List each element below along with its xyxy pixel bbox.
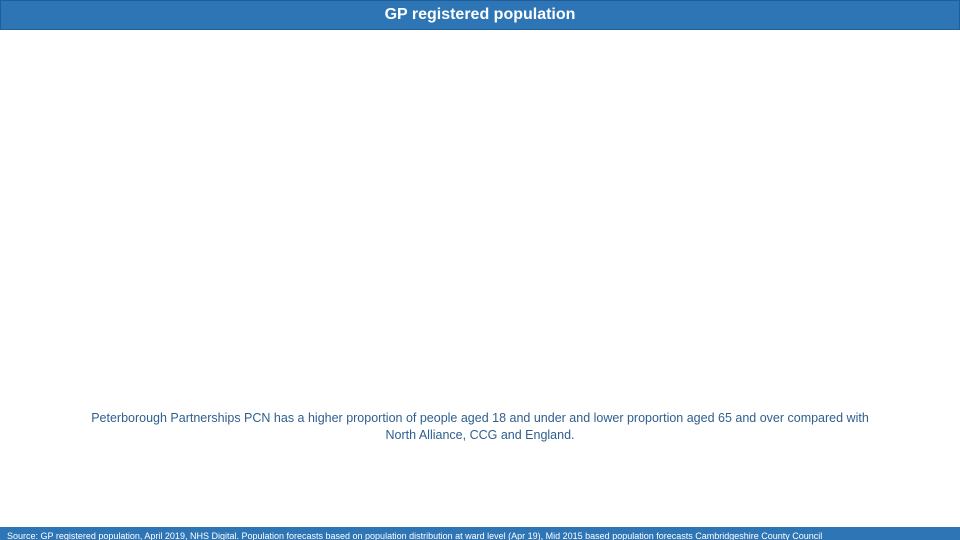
source-note: Source: GP registered population, April 2019, NHS Digital. Population forecasts based on population distribution at ward level (Apr 19), Mid 2015 based population forecasts Cambridgeshire County Council <box>7 531 823 540</box>
content-area <box>0 30 960 400</box>
page-title: GP registered population <box>384 6 576 23</box>
title-bar <box>0 0 960 30</box>
summary-line-2: North Alliance, CCG and England. <box>385 428 575 442</box>
source-bar <box>0 527 960 540</box>
summary-text <box>30 410 930 444</box>
summary-line-1: Peterborough Partnerships PCN has a higher proportion of people aged 18 and under and lower proportion aged 65 and over compared with <box>91 411 869 425</box>
